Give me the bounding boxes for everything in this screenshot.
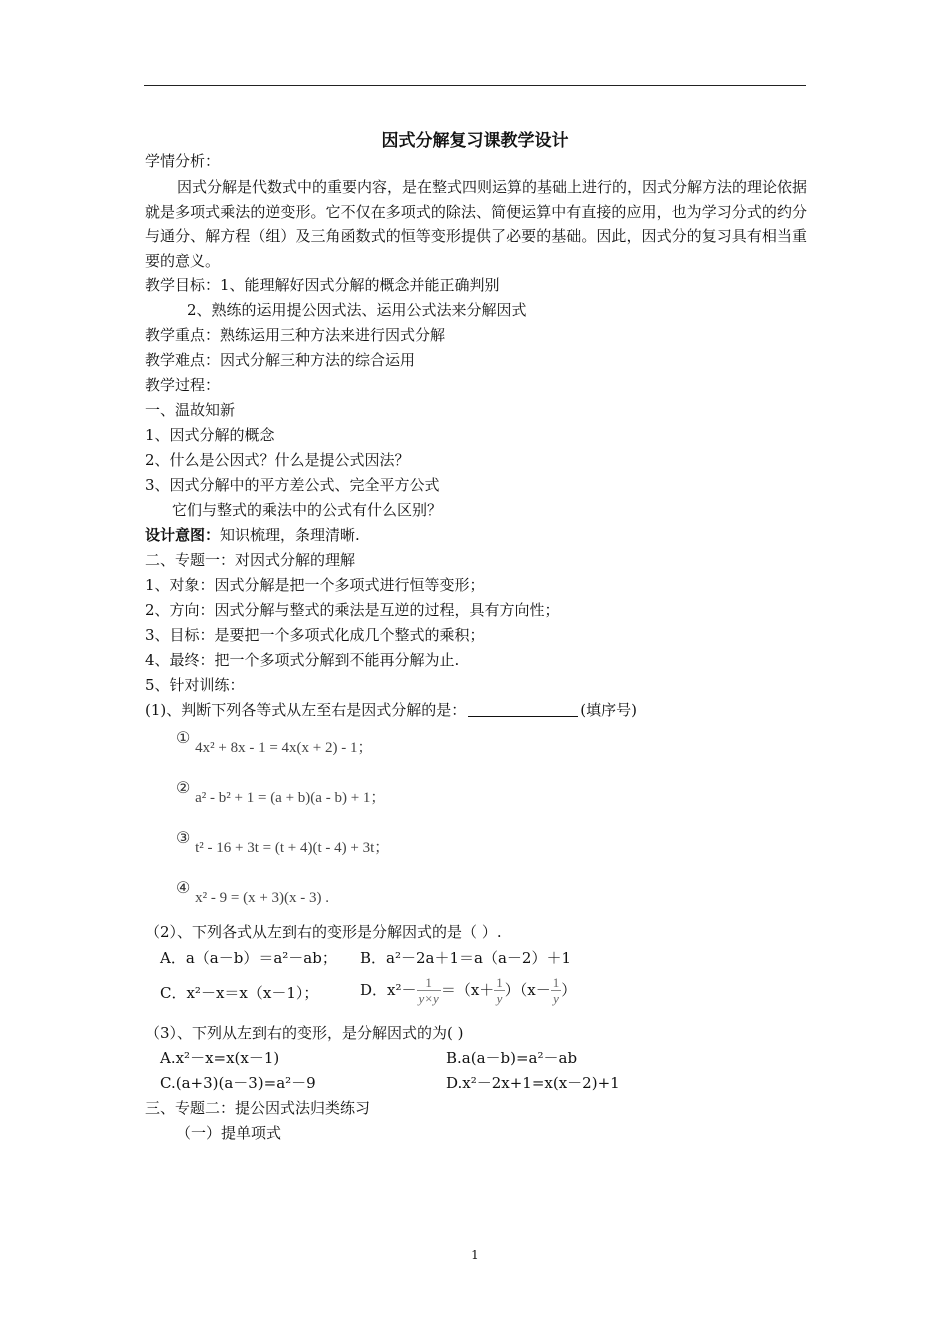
question-3-choice-d: D.x²－2x+1=x(x－2)+1 bbox=[446, 1074, 620, 1092]
question-1-text: (1)、判断下列各等式从左至右是因式分解的是： bbox=[145, 701, 467, 719]
part-3-item-1: （一）提单项式 bbox=[176, 1124, 282, 1142]
option-3-mark: ③ bbox=[176, 828, 191, 847]
option-4-mark: ④ bbox=[176, 878, 191, 897]
part-1-item-1: 1、因式分解的概念 bbox=[145, 426, 275, 444]
key-point: 教学重点：熟练运用三种方法来进行因式分解 bbox=[145, 326, 446, 344]
question-2-choice-a: A．a（a－b）＝a²－ab； bbox=[160, 949, 337, 967]
part-2-item-4: 4、最终：把一个多项式分解到不能再分解为止. bbox=[145, 651, 460, 669]
header-rule bbox=[144, 85, 806, 86]
question-3-choice-a: A.x²－x=x(x－1) bbox=[160, 1049, 280, 1067]
question-1 bbox=[145, 700, 637, 720]
question-2-choice-c: C．x²－x＝x（x－1）； bbox=[160, 984, 319, 1002]
option-1-formula: 4x² + 8x - 1 = 4x(x + 2) - 1； bbox=[195, 740, 373, 756]
option-2-formula: a² - b² + 1 = (a + b)(a - b) + 1； bbox=[195, 790, 386, 806]
part-1-item-4: 它们与整式的乘法中的公式有什么区别？ bbox=[172, 501, 443, 519]
part-2-heading: 二、专题一：对因式分解的理解 bbox=[145, 551, 356, 569]
design-text: 知识梳理，条理清晰. bbox=[220, 526, 360, 544]
analysis-paragraph bbox=[145, 175, 807, 273]
question-3-choice-b: B.a(a－b)=a²－ab bbox=[446, 1049, 578, 1067]
option-1 bbox=[176, 728, 373, 756]
fraction-2: $\frac{1}{y}$ bbox=[496, 975, 503, 1006]
goal-2: 2、熟练的运用提公因式法、运用公式法来分解因式 bbox=[187, 301, 527, 319]
difficulty: 教学难点：因式分解三种方法的综合运用 bbox=[145, 351, 416, 369]
design-label: 设计意图： bbox=[145, 526, 221, 544]
option-2 bbox=[176, 778, 386, 806]
fraction-1: $\frac{1}{y\times y}$ bbox=[418, 975, 439, 1006]
goal-1: 教学目标：1、能理解好因式分解的概念并能正确判别 bbox=[145, 276, 500, 294]
part-1-item-2: 2、什么是公因式？什么是提公式因法？ bbox=[145, 451, 410, 469]
option-4 bbox=[176, 878, 330, 906]
part-1-item-3: 3、因式分解中的平方差公式、完全平方公式 bbox=[145, 476, 440, 494]
part-3-heading: 三、专题二：提公因式法归类练习 bbox=[145, 1099, 371, 1117]
answer-blank[interactable] bbox=[468, 701, 578, 717]
part-2-item-5: 5、针对训练： bbox=[145, 676, 245, 694]
part-2-item-1: 1、对象：因式分解是把一个多项式进行恒等变形； bbox=[145, 576, 485, 594]
question-3: （3）、下列从左到右的变形，是分解因式的为( ) bbox=[145, 1024, 464, 1042]
question-1-tail: (填序号) bbox=[580, 701, 637, 719]
page-title: 因式分解复习课教学设计 bbox=[381, 131, 569, 151]
page-number: 1 bbox=[471, 1248, 479, 1262]
process-label: 教学过程： bbox=[145, 376, 221, 394]
option-2-mark: ② bbox=[176, 778, 191, 797]
part-1-heading: 一、温故知新 bbox=[145, 401, 236, 419]
question-2-choice-b: B．a²－2a＋1＝a（a－2）＋1 bbox=[360, 949, 571, 967]
option-3 bbox=[176, 828, 390, 856]
design-intent bbox=[145, 525, 360, 545]
fraction-3: $\frac{1}{y}$ bbox=[552, 975, 560, 1006]
question-2-choice-d: D．x²－ $\frac{1}{y\times y}$ ＝（x＋ $\frac{1}{y}$ ）（x－ $\frac{1}{y}$ ） bbox=[360, 975, 577, 1006]
question-2: （2）、下列各式从左到右的变形是分解因式的是（ ）. bbox=[145, 923, 502, 941]
analysis-text: 因式分解是代数式中的重要内容，是在整式四则运算的基础上进行的，因式分解方法的理论依据就是多项式乘法的逆变形。它不仅在多项式的除法、简便运算中有直接的应用，也为学习分式的约分与通分、解方程（组）及三角函数式的恒等变形提供了必要的基础。因此，因式分的复习具有相当重要的意义。 bbox=[145, 178, 808, 270]
analysis-label: 学情分析： bbox=[145, 152, 221, 170]
part-2-item-3: 3、目标：是要把一个多项式化成几个整式的乘积； bbox=[145, 626, 485, 644]
part-2-item-2: 2、方向：因式分解与整式的乘法是互逆的过程，具有方向性； bbox=[145, 601, 560, 619]
option-1-mark: ① bbox=[176, 728, 191, 747]
option-4-formula: x² - 9 = (x + 3)(x - 3) . bbox=[195, 890, 330, 906]
question-3-choice-c: C.(a+3)(a－3)=a²－9 bbox=[160, 1074, 316, 1092]
option-3-formula: t² - 16 + 3t = (t + 4)(t - 4) + 3t； bbox=[195, 840, 390, 856]
choice-d-text: D．x²－ bbox=[360, 981, 417, 999]
